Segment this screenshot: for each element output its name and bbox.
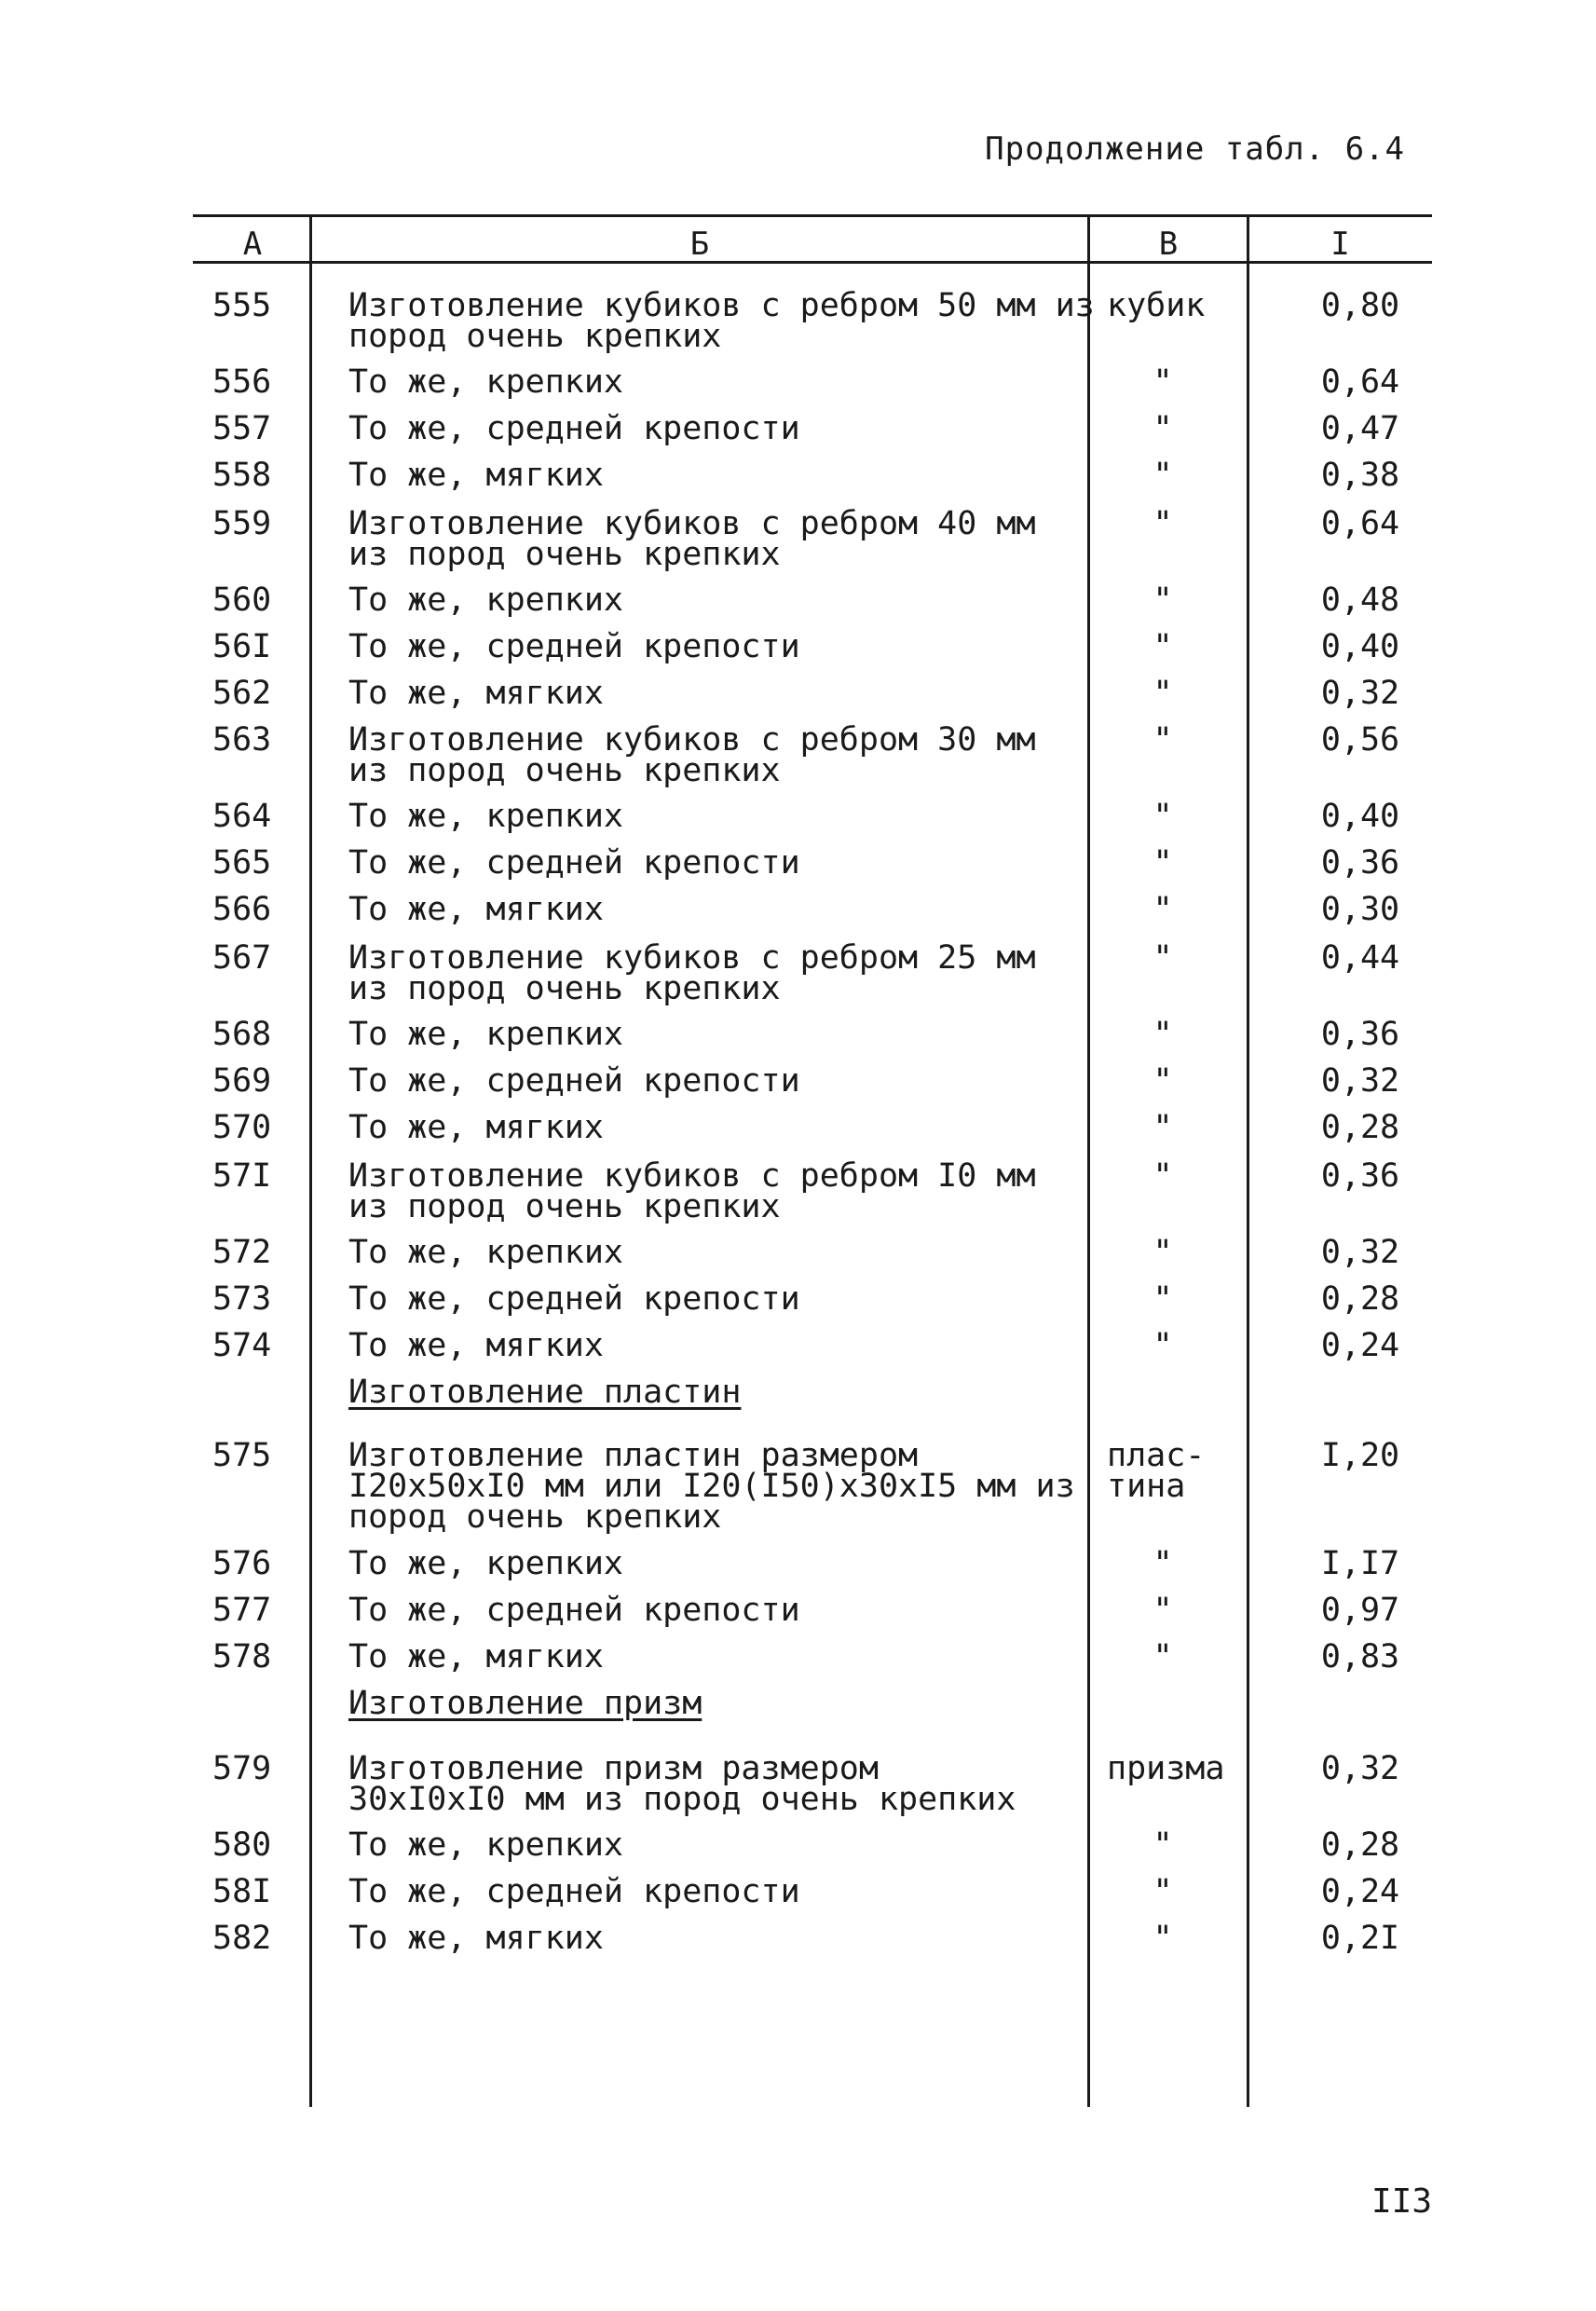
row-unit: " <box>1153 410 1173 447</box>
row-unit: " <box>1153 798 1173 835</box>
row-unit: " <box>1153 505 1173 542</box>
row-description: То же, средней крепости <box>348 1592 800 1629</box>
row-number: 579 <box>212 1750 272 1787</box>
row-unit: " <box>1153 363 1173 401</box>
row-value: 0,2I <box>1320 1920 1400 1957</box>
row-number: 556 <box>212 363 272 401</box>
row-number: 555 <box>212 287 272 324</box>
row-description: То же, мягких <box>348 457 604 494</box>
row-value: I,20 <box>1320 1437 1400 1474</box>
row-number: 576 <box>212 1545 272 1582</box>
row-unit: " <box>1153 1873 1173 1910</box>
table-caption: Продолжение табл. 6.4 <box>985 130 1405 168</box>
row-description: Изготовление кубиков с ребром 25 мм из пород очень крепких <box>348 939 1036 1007</box>
section-heading: Изготовление призм <box>348 1685 703 1722</box>
row-number: 566 <box>212 891 272 928</box>
row-unit: " <box>1153 939 1173 977</box>
row-description: Изготовление призм размером 30xI0xI0 мм из пород очень крепких <box>348 1750 1016 1818</box>
row-description: То же, мягких <box>348 1920 604 1957</box>
row-unit: " <box>1153 1592 1173 1629</box>
row-value: 0,24 <box>1320 1873 1400 1910</box>
row-description: Изготовление кубиков с ребром 30 мм из пород очень крепких <box>348 721 1036 789</box>
row-description: То же, крепких <box>348 1545 624 1582</box>
header-col-c: В <box>1158 226 1179 263</box>
row-value: 0,30 <box>1320 891 1400 928</box>
row-number: 572 <box>212 1234 272 1271</box>
row-value: 0,36 <box>1320 844 1400 882</box>
row-description: Изготовление кубиков с ребром 50 мм из пород очень крепких <box>348 287 1095 355</box>
row-number: 559 <box>212 505 272 542</box>
row-value: 0,32 <box>1320 1750 1400 1787</box>
row-number: 565 <box>212 844 272 882</box>
row-value: 0,24 <box>1320 1327 1400 1364</box>
row-value: 0,56 <box>1320 721 1400 759</box>
row-number: 575 <box>212 1437 272 1474</box>
row-number: 570 <box>212 1109 272 1146</box>
row-description: То же, крепких <box>348 363 624 401</box>
section-heading: Изготовление пластин <box>348 1374 742 1411</box>
row-number: 580 <box>212 1826 272 1864</box>
row-description: То же, крепких <box>348 1826 624 1864</box>
row-value: 0,40 <box>1320 798 1400 835</box>
row-unit: " <box>1153 891 1173 928</box>
row-unit: " <box>1153 1109 1173 1146</box>
row-number: 557 <box>212 410 272 447</box>
row-description: То же, крепких <box>348 581 624 619</box>
row-unit: " <box>1153 1280 1173 1318</box>
row-description: То же, мягких <box>348 1327 604 1364</box>
row-value: 0,36 <box>1320 1016 1400 1053</box>
row-value: 0,83 <box>1320 1638 1400 1675</box>
row-unit: плас- тина <box>1107 1437 1206 1505</box>
header-col-a: А <box>242 226 263 263</box>
row-description: Изготовление пластин размером I20x50xI0 мм или I20(I50)x30xI5 мм из пород очень крепких <box>348 1437 1075 1536</box>
row-description: То же, средней крепости <box>348 844 800 882</box>
row-unit: " <box>1153 1157 1173 1195</box>
row-unit: призма <box>1107 1750 1225 1787</box>
row-unit: " <box>1153 628 1173 665</box>
row-number: 562 <box>212 675 272 712</box>
row-value: I,I7 <box>1320 1545 1400 1582</box>
row-value: 0,32 <box>1320 675 1400 712</box>
row-number: 560 <box>212 581 272 619</box>
row-number: 568 <box>212 1016 272 1053</box>
row-unit: " <box>1153 1234 1173 1271</box>
row-number: 56I <box>212 628 272 665</box>
row-unit: " <box>1153 457 1173 494</box>
row-unit: " <box>1153 1638 1173 1675</box>
row-description: То же, мягких <box>348 675 604 712</box>
row-description: То же, крепких <box>348 1016 624 1053</box>
row-description: То же, мягких <box>348 1638 604 1675</box>
row-unit: " <box>1153 1826 1173 1864</box>
row-description: То же, средней крепости <box>348 1873 800 1910</box>
row-number: 57I <box>212 1157 272 1195</box>
row-unit: кубик <box>1107 287 1206 324</box>
row-description: То же, средней крепости <box>348 1062 800 1100</box>
row-value: 0,48 <box>1320 581 1400 619</box>
row-description: Изготовление кубиков с ребром I0 мм из пород очень крепких <box>348 1157 1036 1225</box>
column-divider-3 <box>1247 215 1249 2107</box>
row-value: 0,80 <box>1320 287 1400 324</box>
header-col-b: Б <box>689 226 710 263</box>
row-value: 0,28 <box>1320 1109 1400 1146</box>
row-description: То же, средней крепости <box>348 410 800 447</box>
row-value: 0,28 <box>1320 1280 1400 1318</box>
row-value: 0,38 <box>1320 457 1400 494</box>
row-number: 558 <box>212 457 272 494</box>
row-description: То же, средней крепости <box>348 628 800 665</box>
row-number: 567 <box>212 939 272 977</box>
column-divider-1 <box>309 215 312 2107</box>
row-description: Изготовление кубиков с ребром 40 мм из пород очень крепких <box>348 505 1036 573</box>
row-description: То же, крепких <box>348 1234 624 1271</box>
row-unit: " <box>1153 675 1173 712</box>
row-number: 573 <box>212 1280 272 1318</box>
row-value: 0,32 <box>1320 1234 1400 1271</box>
row-unit: " <box>1153 581 1173 619</box>
row-unit: " <box>1153 1327 1173 1364</box>
row-description: То же, средней крепости <box>348 1280 800 1318</box>
row-value: 0,47 <box>1320 410 1400 447</box>
row-value: 0,64 <box>1320 363 1400 401</box>
row-unit: " <box>1153 1920 1173 1957</box>
row-value: 0,28 <box>1320 1826 1400 1864</box>
row-value: 0,44 <box>1320 939 1400 977</box>
row-description: То же, мягких <box>348 891 604 928</box>
row-value: 0,97 <box>1320 1592 1400 1629</box>
page-number: II3 <box>1371 2182 1432 2221</box>
row-description: То же, мягких <box>348 1109 604 1146</box>
row-number: 582 <box>212 1920 272 1957</box>
row-description: То же, крепких <box>348 798 624 835</box>
row-unit: " <box>1153 1016 1173 1053</box>
row-number: 574 <box>212 1327 272 1364</box>
row-value: 0,36 <box>1320 1157 1400 1195</box>
row-unit: " <box>1153 844 1173 882</box>
row-value: 0,32 <box>1320 1062 1400 1100</box>
row-unit: " <box>1153 1545 1173 1582</box>
row-value: 0,64 <box>1320 505 1400 542</box>
header-col-d: I <box>1330 226 1350 263</box>
row-number: 569 <box>212 1062 272 1100</box>
row-number: 564 <box>212 798 272 835</box>
row-unit: " <box>1153 1062 1173 1100</box>
row-unit: " <box>1153 721 1173 759</box>
row-number: 577 <box>212 1592 272 1629</box>
row-number: 563 <box>212 721 272 759</box>
row-number: 58I <box>212 1873 272 1910</box>
row-number: 578 <box>212 1638 272 1675</box>
row-value: 0,40 <box>1320 628 1400 665</box>
